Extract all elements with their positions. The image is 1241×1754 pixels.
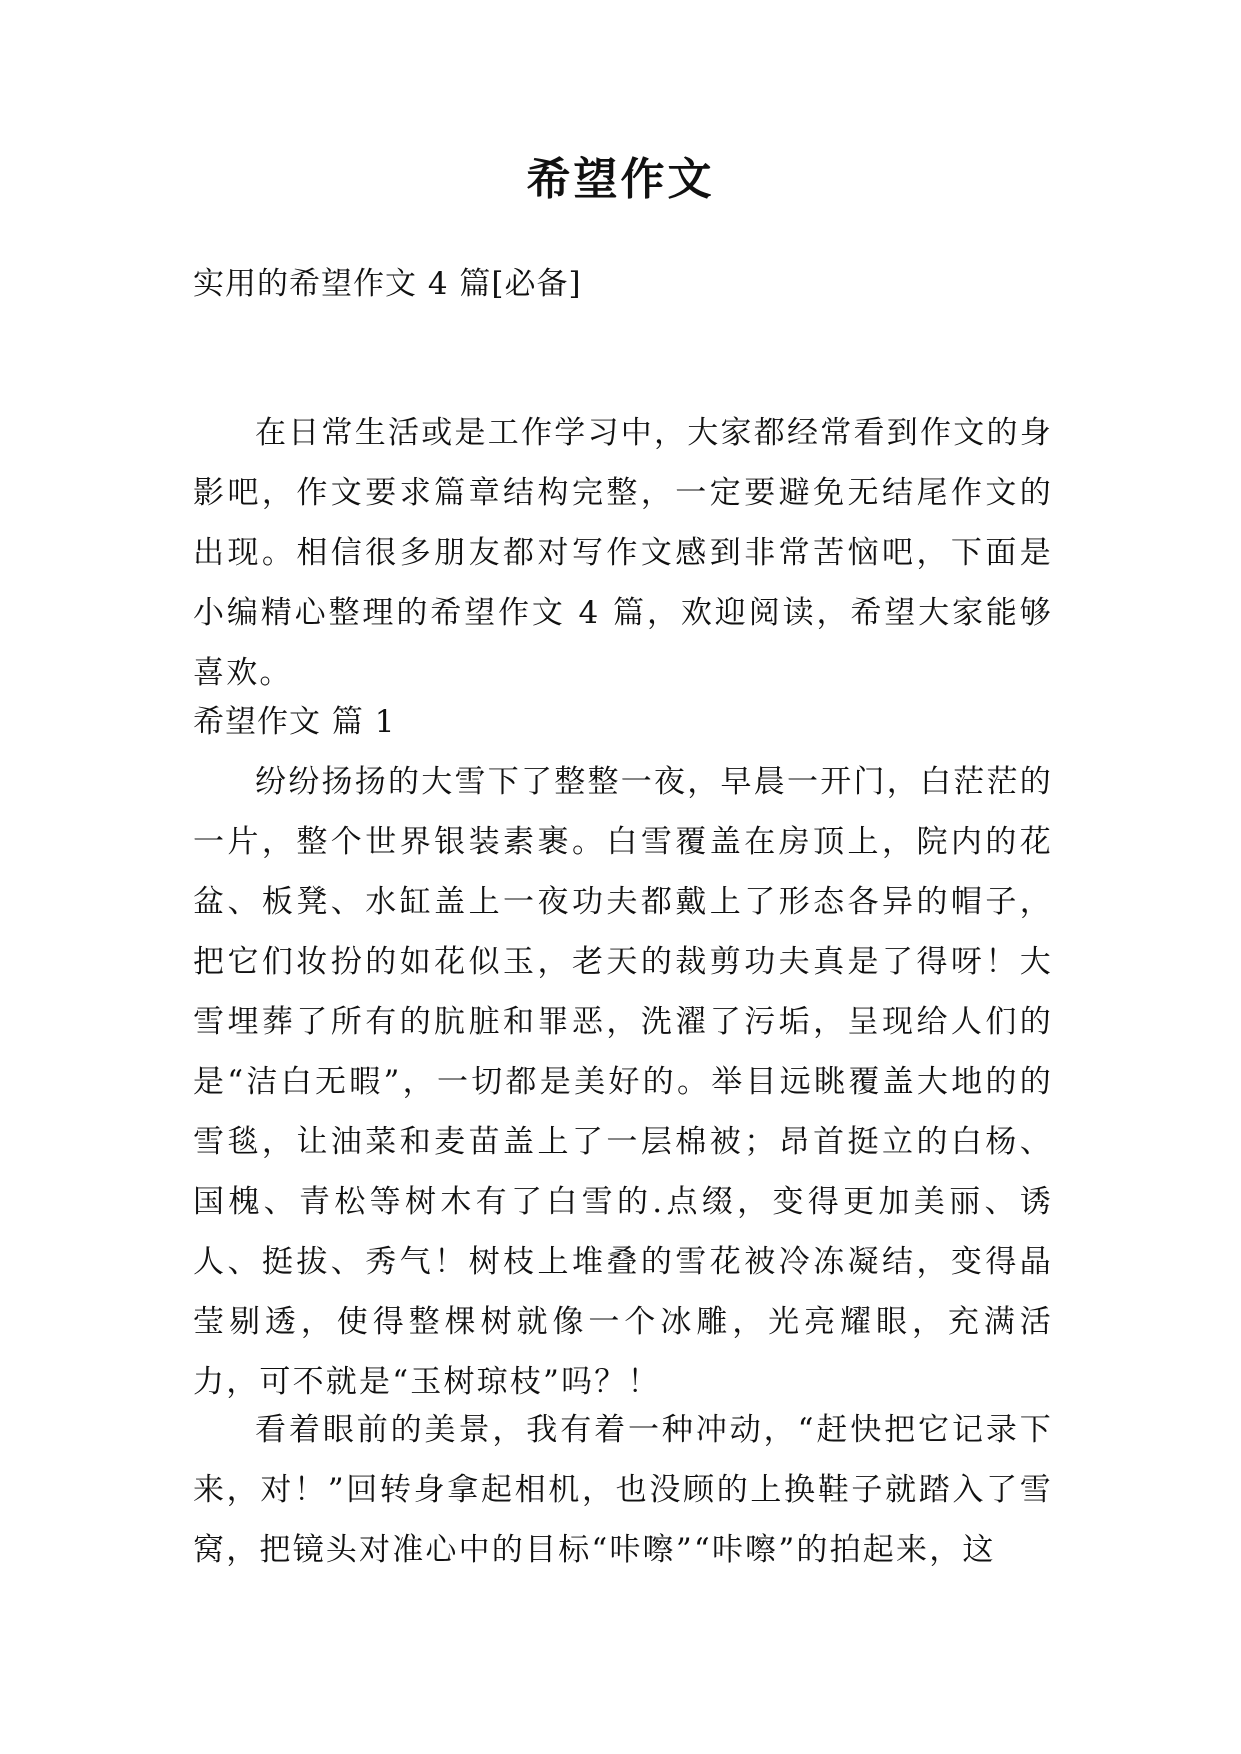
document-subtitle: 实用的希望作文 4 篇[必备] <box>193 266 582 302</box>
body-paragraph: 纷纷扬扬的大雪下了整整一夜，早晨一开门，白茫茫的一片，整个世界银装素裹。白雪覆盖在房顶上，院内的花盆、板凳、水缸盖上一夜功夫都戴上了形态各异的帽子，把它们妆扮的如花似玉，老天的裁剪功夫真是了得呀！大雪埋葬了所有的肮脏和罪恶，洗濯了污垢，呈现给人们的是“洁白无暇”，一切都是美好的。举目远眺覆盖大地的的雪毯，让油菜和麦苗盖上了一层棉被；昂首挺立的白杨、国槐、青松等树木有了白雪的.点缀，变得更加美丽、诱人、挺拔、秀气！树枝上堆叠的雪花被冷冻凝结，变得晶莹剔透，使得整棵树就像一个冰雕，光亮耀眼，充满活力，可不就是“玉树琼枝”吗？！ <box>193 764 1053 1400</box>
body-paragraph: 看着眼前的美景，我有着一种冲动，“赶快把它记录下来，对！”回转身拿起相机，也没顾的上换鞋子就踏入了雪窝，把镜头对准心中的目标“咔嚓”“咔嚓”的拍起来，这 <box>193 1412 1053 1568</box>
document-title: 希望作文 <box>526 154 715 205</box>
intro-paragraph: 在日常生活或是工作学习中，大家都经常看到作文的身影吧，作文要求篇章结构完整，一定要避免无结尾作文的出现。相信很多朋友都对写作文感到非常苦恼吧，下面是小编精心整理的希望作文 4 篇，欢迎阅读，希望大家能够喜欢。 <box>193 415 1053 691</box>
section-heading: 希望作文 篇 1 <box>193 704 396 740</box>
